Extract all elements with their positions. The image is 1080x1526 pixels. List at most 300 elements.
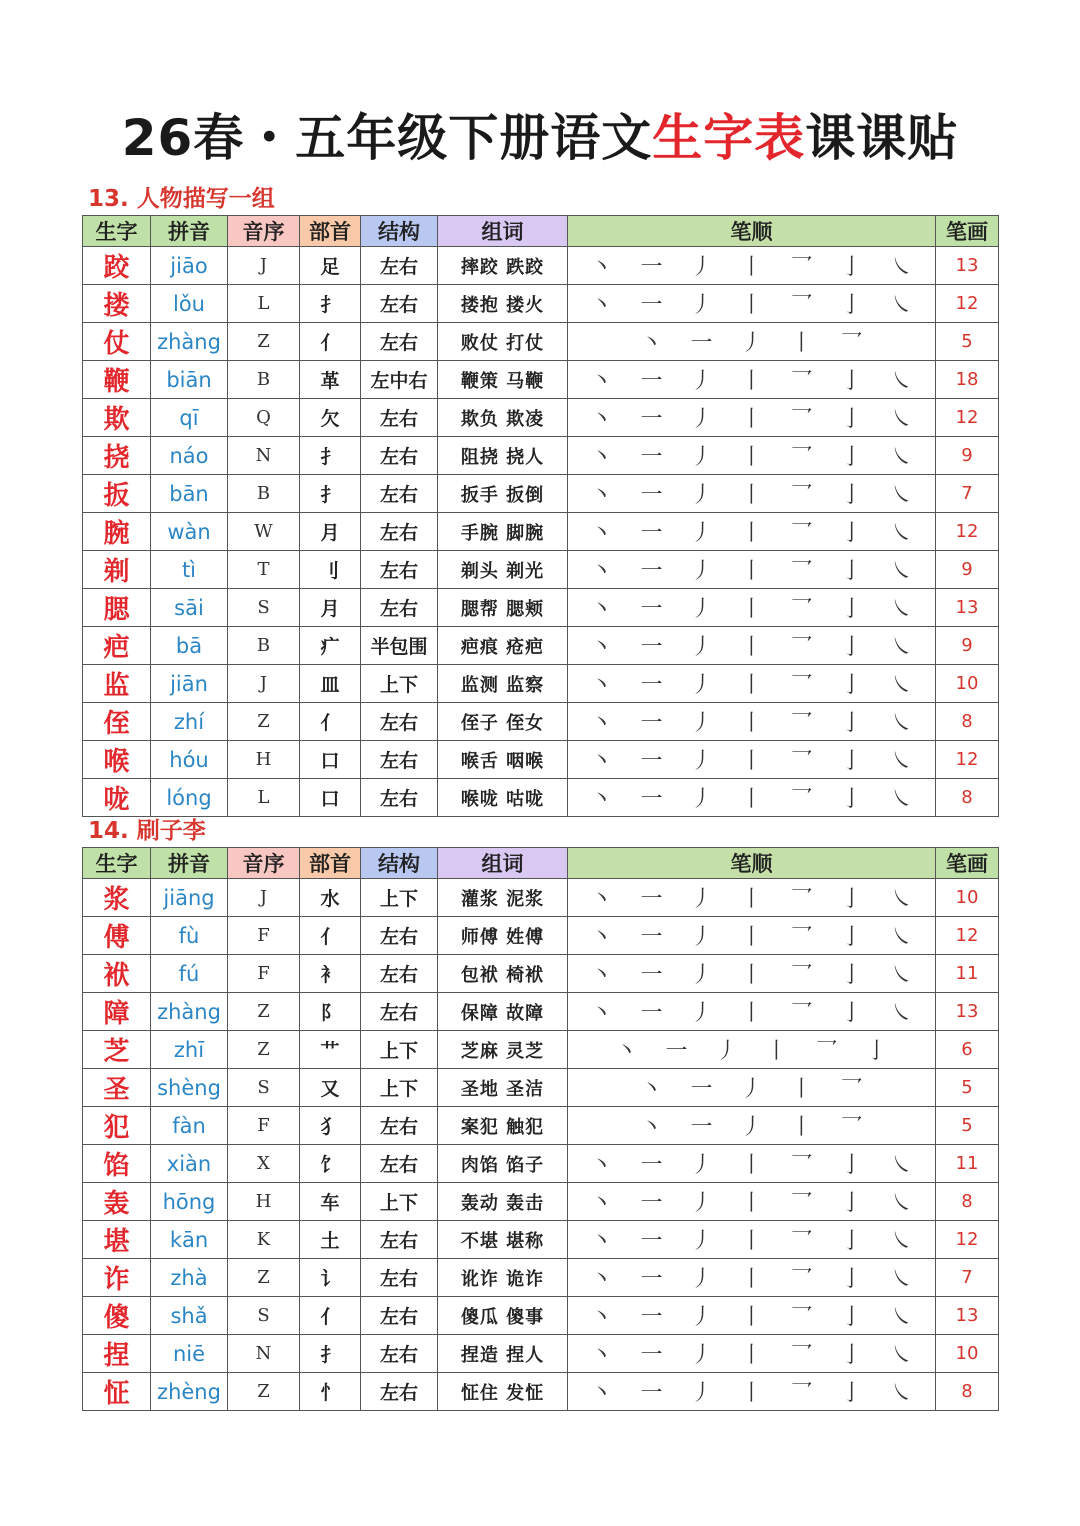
char-cell: 障	[83, 993, 151, 1031]
stroke-count-cell: 12	[936, 285, 999, 323]
char-cell: 欺	[83, 399, 151, 437]
stroke-step: 乛	[840, 1077, 863, 1102]
stroke-step: 丶	[590, 255, 613, 280]
radical-cell: 车	[300, 1183, 361, 1221]
table-row	[83, 1221, 999, 1259]
stroke-count-cell: 8	[936, 779, 999, 817]
stroke-step: 一	[640, 255, 663, 280]
stroke-step: 一	[640, 887, 663, 912]
stroke-step: 亅	[840, 1267, 863, 1292]
stroke-step: 乛	[790, 1343, 813, 1368]
stroke-step: 丿	[690, 559, 713, 584]
stroke-step: 丿	[690, 1381, 713, 1406]
stroke-step: 亅	[840, 1191, 863, 1216]
stroke-step: 丿	[690, 673, 713, 698]
stroke-step: 乛	[790, 483, 813, 508]
stroke-step: 乛	[790, 293, 813, 318]
order-cell: J	[228, 665, 300, 703]
stroke-sequence-cell	[568, 741, 936, 779]
order-cell: B	[228, 475, 300, 513]
stroke-step: ㇏	[890, 1305, 913, 1330]
order-cell: Z	[228, 323, 300, 361]
stroke-sequence-cell	[568, 361, 936, 399]
stroke-step: 亅	[840, 711, 863, 736]
stroke-step: 一	[690, 1115, 713, 1140]
pinyin-cell: zhèng	[151, 1373, 228, 1411]
char-cell: 傻	[83, 1297, 151, 1335]
stroke-step: 丿	[715, 1039, 738, 1064]
stroke-step: ㇏	[890, 1153, 913, 1178]
radical-cell: 衤	[300, 955, 361, 993]
stroke-step: 丨	[740, 1191, 763, 1216]
stroke-step: 一	[640, 1191, 663, 1216]
stroke-step: 乛	[790, 1267, 813, 1292]
stroke-step: 亅	[840, 963, 863, 988]
stroke-sequence-cell	[568, 703, 936, 741]
stroke-step: 丶	[590, 293, 613, 318]
order-cell: W	[228, 513, 300, 551]
stroke-step: 丿	[690, 369, 713, 394]
structure-cell: 左中右	[361, 361, 438, 399]
stroke-step: 丨	[740, 1343, 763, 1368]
structure-cell: 上下	[361, 1069, 438, 1107]
stroke-count-cell: 9	[936, 437, 999, 475]
stroke-step: 丶	[615, 1039, 638, 1064]
stroke-step: 丨	[740, 597, 763, 622]
stroke-step: 丨	[740, 559, 763, 584]
title-highlight: 生字表	[652, 109, 806, 167]
pinyin-cell: hōng	[151, 1183, 228, 1221]
order-cell: N	[228, 1335, 300, 1373]
header-radical: 部首	[300, 216, 361, 247]
stroke-step: 亅	[840, 749, 863, 774]
stroke-step: 乛	[790, 1001, 813, 1026]
char-cell: 疤	[83, 627, 151, 665]
char-cell: 傅	[83, 917, 151, 955]
stroke-step: 一	[640, 1343, 663, 1368]
char-cell: 侄	[83, 703, 151, 741]
table-row	[83, 955, 999, 993]
structure-cell: 左右	[361, 1107, 438, 1145]
stroke-step: 丶	[590, 925, 613, 950]
stroke-count-cell: 13	[936, 1297, 999, 1335]
stroke-step: ㇏	[890, 1343, 913, 1368]
table-row	[83, 879, 999, 917]
pinyin-cell: jiāo	[151, 247, 228, 285]
header-strokes: 笔画	[936, 216, 999, 247]
stroke-step: 乛	[790, 1305, 813, 1330]
words-cell: 喉舌 咽喉	[438, 741, 568, 779]
structure-cell: 左右	[361, 551, 438, 589]
table-row	[83, 993, 999, 1031]
header-structure: 结构	[361, 848, 438, 879]
stroke-step: 丿	[690, 635, 713, 660]
stroke-step: 亅	[840, 673, 863, 698]
stroke-step: 丿	[690, 787, 713, 812]
table-row	[83, 551, 999, 589]
stroke-step: 亅	[840, 787, 863, 812]
stroke-step: 乛	[790, 597, 813, 622]
stroke-step: 丿	[690, 1229, 713, 1254]
pinyin-cell: bā	[151, 627, 228, 665]
stroke-step: 乛	[790, 559, 813, 584]
stroke-count-cell: 13	[936, 993, 999, 1031]
pinyin-cell: niē	[151, 1335, 228, 1373]
stroke-step: 一	[640, 293, 663, 318]
pinyin-cell: shǎ	[151, 1297, 228, 1335]
char-cell: 咙	[83, 779, 151, 817]
stroke-step: 丨	[740, 887, 763, 912]
stroke-step: 一	[640, 1305, 663, 1330]
stroke-step: 丨	[740, 1381, 763, 1406]
stroke-step: 丶	[590, 1229, 613, 1254]
stroke-step: 丨	[740, 483, 763, 508]
pinyin-cell: fù	[151, 917, 228, 955]
stroke-count-cell: 13	[936, 589, 999, 627]
char-cell: 跤	[83, 247, 151, 285]
words-cell: 欺负 欺凌	[438, 399, 568, 437]
pinyin-cell: zhàng	[151, 323, 228, 361]
stroke-step: 丶	[590, 787, 613, 812]
order-cell: S	[228, 1297, 300, 1335]
stroke-step: ㇏	[890, 887, 913, 912]
radical-cell: 阝	[300, 993, 361, 1031]
stroke-step: 丨	[790, 1077, 813, 1102]
char-cell: 轰	[83, 1183, 151, 1221]
stroke-step: 乛	[790, 963, 813, 988]
stroke-step: 乛	[790, 445, 813, 470]
table-row	[83, 1107, 999, 1145]
order-cell: Z	[228, 1373, 300, 1411]
stroke-sequence-cell	[568, 1259, 936, 1297]
pinyin-cell: lóng	[151, 779, 228, 817]
stroke-step: 丶	[590, 407, 613, 432]
stroke-step: 丶	[640, 1115, 663, 1140]
stroke-step: 丿	[690, 255, 713, 280]
stroke-step: 丿	[690, 749, 713, 774]
table-row	[83, 1183, 999, 1221]
stroke-sequence-cell	[568, 1069, 936, 1107]
stroke-step: 丶	[640, 1077, 663, 1102]
pinyin-cell: jiān	[151, 665, 228, 703]
stroke-step: 丿	[690, 1305, 713, 1330]
radical-cell: 扌	[300, 1335, 361, 1373]
stroke-step: 丶	[590, 1381, 613, 1406]
stroke-sequence-cell	[568, 1297, 936, 1335]
stroke-sequence-cell	[568, 551, 936, 589]
stroke-count-cell: 8	[936, 1373, 999, 1411]
stroke-step: ㇏	[890, 787, 913, 812]
stroke-step: 丿	[690, 407, 713, 432]
stroke-sequence-cell	[568, 779, 936, 817]
pinyin-cell: zhí	[151, 703, 228, 741]
stroke-step: 丨	[740, 673, 763, 698]
table-row	[83, 1031, 999, 1069]
radical-cell: 革	[300, 361, 361, 399]
stroke-step: 丿	[690, 925, 713, 950]
words-cell: 疤痕 疮疤	[438, 627, 568, 665]
words-cell: 阻挠 挠人	[438, 437, 568, 475]
words-cell: 傻瓜 傻事	[438, 1297, 568, 1335]
structure-cell: 左右	[361, 589, 438, 627]
order-cell: H	[228, 1183, 300, 1221]
radical-cell: 月	[300, 589, 361, 627]
structure-cell: 左右	[361, 285, 438, 323]
structure-cell: 左右	[361, 1297, 438, 1335]
order-cell: B	[228, 627, 300, 665]
stroke-step: 乛	[790, 1381, 813, 1406]
stroke-step: 亅	[840, 1343, 863, 1368]
header-structure: 结构	[361, 216, 438, 247]
stroke-step: ㇏	[890, 559, 913, 584]
words-cell: 轰动 轰击	[438, 1183, 568, 1221]
structure-cell: 半包围	[361, 627, 438, 665]
radical-cell: 亻	[300, 1297, 361, 1335]
stroke-step: 丿	[690, 445, 713, 470]
table-row	[83, 703, 999, 741]
char-cell: 芝	[83, 1031, 151, 1069]
stroke-sequence-cell	[568, 1373, 936, 1411]
stroke-step: 一	[640, 1001, 663, 1026]
table-row	[83, 627, 999, 665]
char-cell: 腮	[83, 589, 151, 627]
char-cell: 喉	[83, 741, 151, 779]
structure-cell: 左右	[361, 1335, 438, 1373]
stroke-step: ㇏	[890, 255, 913, 280]
stroke-step: 乛	[790, 255, 813, 280]
structure-cell: 上下	[361, 879, 438, 917]
order-cell: F	[228, 917, 300, 955]
section-title-14: 14. 刷子李	[88, 818, 206, 844]
stroke-step: 一	[640, 369, 663, 394]
structure-cell: 左右	[361, 993, 438, 1031]
stroke-step: 丶	[590, 1305, 613, 1330]
words-cell: 怔住 发怔	[438, 1373, 568, 1411]
stroke-step: 丿	[690, 1267, 713, 1292]
stroke-step: 乛	[840, 331, 863, 356]
order-cell: L	[228, 285, 300, 323]
structure-cell: 左右	[361, 1373, 438, 1411]
stroke-step: 丨	[740, 787, 763, 812]
table-row	[83, 247, 999, 285]
stroke-sequence-cell	[568, 627, 936, 665]
structure-cell: 左右	[361, 513, 438, 551]
order-cell: K	[228, 1221, 300, 1259]
stroke-step: 一	[640, 407, 663, 432]
pinyin-cell: lǒu	[151, 285, 228, 323]
structure-cell: 左右	[361, 779, 438, 817]
radical-cell: 疒	[300, 627, 361, 665]
char-cell: 怔	[83, 1373, 151, 1411]
stroke-step: 乛	[790, 369, 813, 394]
stroke-count-cell: 9	[936, 627, 999, 665]
stroke-step: 亅	[840, 1229, 863, 1254]
words-cell: 败仗 打仗	[438, 323, 568, 361]
stroke-step: 一	[640, 1229, 663, 1254]
order-cell: X	[228, 1145, 300, 1183]
stroke-step: 丨	[740, 925, 763, 950]
pinyin-cell: fú	[151, 955, 228, 993]
stroke-step: 丶	[590, 887, 613, 912]
stroke-step: ㇏	[890, 1229, 913, 1254]
stroke-step: 一	[640, 673, 663, 698]
char-cell: 腕	[83, 513, 151, 551]
table-row	[83, 665, 999, 703]
table-row	[83, 779, 999, 817]
stroke-step: ㇏	[890, 711, 913, 736]
stroke-step: 乛	[790, 925, 813, 950]
stroke-step: 一	[640, 925, 663, 950]
stroke-step: 一	[640, 1381, 663, 1406]
stroke-step: ㇏	[890, 635, 913, 660]
structure-cell: 左右	[361, 323, 438, 361]
stroke-count-cell: 6	[936, 1031, 999, 1069]
stroke-step: 亅	[840, 369, 863, 394]
header-radical: 部首	[300, 848, 361, 879]
stroke-step: 丨	[740, 1305, 763, 1330]
stroke-sequence-cell	[568, 1145, 936, 1183]
stroke-step: ㇏	[890, 521, 913, 546]
stroke-step: 丨	[740, 711, 763, 736]
stroke-count-cell: 11	[936, 955, 999, 993]
section-title-13: 13. 人物描写一组	[88, 186, 275, 212]
stroke-step: 乛	[790, 711, 813, 736]
stroke-step: 丿	[690, 1153, 713, 1178]
stroke-sequence-cell	[568, 399, 936, 437]
stroke-count-cell: 18	[936, 361, 999, 399]
structure-cell: 左右	[361, 741, 438, 779]
char-table-14	[82, 847, 999, 1411]
stroke-step: 丨	[740, 1267, 763, 1292]
radical-cell: 亻	[300, 703, 361, 741]
stroke-step: 丿	[690, 483, 713, 508]
table-row	[83, 323, 999, 361]
structure-cell: 左右	[361, 917, 438, 955]
words-cell: 搂抱 搂火	[438, 285, 568, 323]
header-sequence: 笔顺	[568, 216, 936, 247]
char-cell: 馅	[83, 1145, 151, 1183]
stroke-step: ㇏	[890, 293, 913, 318]
header-char: 生字	[83, 848, 151, 879]
title-suffix: 课课贴	[805, 109, 959, 167]
words-cell: 师傅 姓傅	[438, 917, 568, 955]
stroke-step: 丶	[590, 483, 613, 508]
stroke-step: 丶	[590, 635, 613, 660]
stroke-step: 丨	[740, 521, 763, 546]
structure-cell: 左右	[361, 1259, 438, 1297]
pinyin-cell: sāi	[151, 589, 228, 627]
pinyin-cell: wàn	[151, 513, 228, 551]
structure-cell: 上下	[361, 1183, 438, 1221]
table-row	[83, 1069, 999, 1107]
stroke-step: 亅	[840, 255, 863, 280]
radical-cell: 又	[300, 1069, 361, 1107]
char-cell: 挠	[83, 437, 151, 475]
stroke-count-cell: 7	[936, 475, 999, 513]
stroke-step: 丨	[765, 1039, 788, 1064]
radical-cell: 扌	[300, 475, 361, 513]
stroke-step: 丶	[590, 1001, 613, 1026]
stroke-step: 丨	[740, 1153, 763, 1178]
stroke-step: 乛	[790, 887, 813, 912]
stroke-step: 丿	[690, 1343, 713, 1368]
stroke-step: ㇏	[890, 673, 913, 698]
title-prefix: 26春・五年级下册语文	[121, 109, 653, 167]
stroke-step: 一	[690, 331, 713, 356]
pinyin-cell: zhàng	[151, 993, 228, 1031]
stroke-sequence-cell	[568, 1107, 936, 1145]
pinyin-cell: kān	[151, 1221, 228, 1259]
stroke-count-cell: 8	[936, 1183, 999, 1221]
table-row	[83, 513, 999, 551]
structure-cell: 左右	[361, 399, 438, 437]
radical-cell: 月	[300, 513, 361, 551]
stroke-step: 乛	[790, 787, 813, 812]
pinyin-cell: tì	[151, 551, 228, 589]
words-cell: 扳手 扳倒	[438, 475, 568, 513]
stroke-count-cell: 7	[936, 1259, 999, 1297]
pinyin-cell: hóu	[151, 741, 228, 779]
stroke-count-cell: 12	[936, 513, 999, 551]
stroke-step: 亅	[840, 483, 863, 508]
stroke-count-cell: 13	[936, 247, 999, 285]
structure-cell: 上下	[361, 665, 438, 703]
stroke-step: 亅	[840, 445, 863, 470]
words-cell: 圣地 圣洁	[438, 1069, 568, 1107]
stroke-sequence-cell	[568, 285, 936, 323]
stroke-count-cell: 8	[936, 703, 999, 741]
order-cell: Z	[228, 703, 300, 741]
stroke-count-cell: 11	[936, 1145, 999, 1183]
stroke-count-cell: 12	[936, 917, 999, 955]
stroke-sequence-cell	[568, 247, 936, 285]
radical-cell: 扌	[300, 437, 361, 475]
radical-cell: 口	[300, 779, 361, 817]
header-order: 音序	[228, 216, 300, 247]
stroke-step: 乛	[790, 635, 813, 660]
stroke-step: 一	[640, 635, 663, 660]
stroke-step: 一	[640, 787, 663, 812]
table-row	[83, 361, 999, 399]
radical-cell: 足	[300, 247, 361, 285]
stroke-step: 亅	[840, 635, 863, 660]
stroke-count-cell: 12	[936, 1221, 999, 1259]
stroke-step: 乛	[815, 1039, 838, 1064]
structure-cell: 左右	[361, 437, 438, 475]
stroke-step: 一	[690, 1077, 713, 1102]
structure-cell: 左右	[361, 475, 438, 513]
stroke-step: 亅	[840, 1153, 863, 1178]
stroke-step: 亅	[865, 1039, 888, 1064]
radical-cell: 犭	[300, 1107, 361, 1145]
stroke-step: 丿	[740, 331, 763, 356]
stroke-step: ㇏	[890, 749, 913, 774]
radical-cell: 亻	[300, 323, 361, 361]
header-pinyin: 拼音	[151, 848, 228, 879]
order-cell: S	[228, 589, 300, 627]
radical-cell: 忄	[300, 1373, 361, 1411]
structure-cell: 上下	[361, 1031, 438, 1069]
stroke-step: 亅	[840, 521, 863, 546]
radical-cell: 欠	[300, 399, 361, 437]
radical-cell: 皿	[300, 665, 361, 703]
stroke-step: 丿	[690, 1191, 713, 1216]
stroke-step: ㇏	[890, 1381, 913, 1406]
radical-cell: 土	[300, 1221, 361, 1259]
stroke-step: 一	[640, 749, 663, 774]
stroke-step: 丿	[690, 597, 713, 622]
stroke-step: 丨	[740, 293, 763, 318]
